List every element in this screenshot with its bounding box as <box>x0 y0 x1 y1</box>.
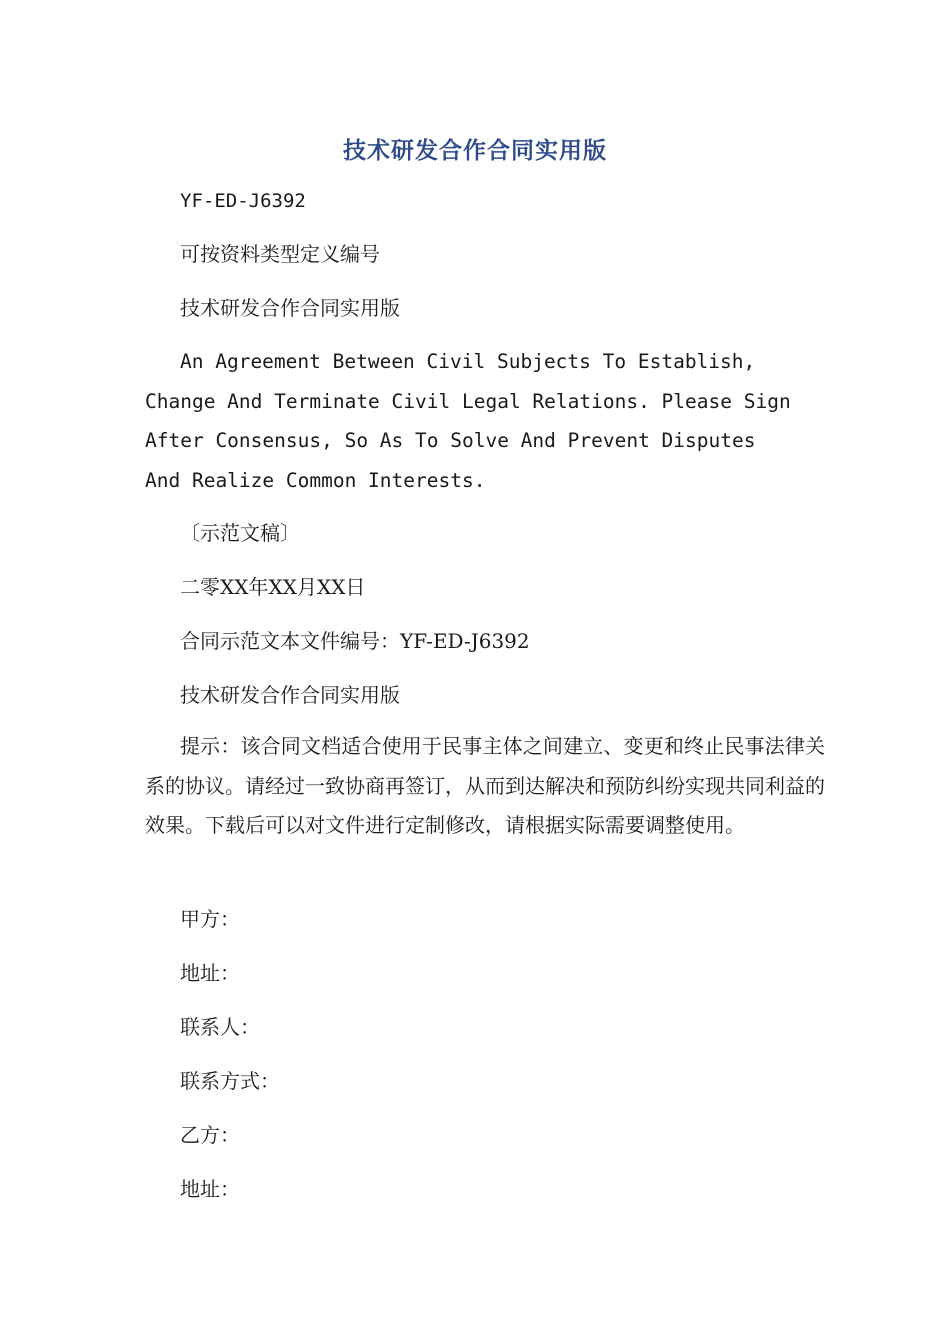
file-number: 合同示范文本文件编号：YF-ED-J6392 <box>180 629 530 653</box>
sample-tag: 〔示范文稿〕 <box>180 521 300 545</box>
party-b-label: 乙方： <box>180 1123 240 1147</box>
document-subtitle: 技术研发合作合同实用版 <box>180 296 400 320</box>
party-a-contact: 联系人： <box>180 1015 260 1039</box>
party-b-address: 地址： <box>180 1177 240 1201</box>
party-a-label: 甲方： <box>180 907 240 931</box>
party-a-address: 地址： <box>180 961 240 985</box>
party-a-contact-method: 联系方式： <box>180 1069 280 1093</box>
document-code: YF-ED-J6392 <box>180 190 306 212</box>
document-title: 技术研发合作合同实用版 <box>343 138 607 164</box>
numbering-note: 可按资料类型定义编号 <box>180 242 380 266</box>
document-date: 二零XX年XX月XX日 <box>180 575 366 599</box>
notice-paragraph: 提示：该合同文档适合使用于民事主体之间建立、变更和终止民事法律关系的协议。请经过一致协商再签订，从而到达解决和预防纠纷实现共同利益的效果。下载后可以对文件进行定制修改，请根据实际需要调整使用。 <box>145 734 825 837</box>
english-intro: An Agreement Between Civil Subjects To Establish, Change And Terminate Civil Legal Relations. Please Sign After Consensus, So As To Solve And Prevent Disputes And Realize Common Interests. <box>145 350 791 492</box>
document-subtitle-repeat: 技术研发合作合同实用版 <box>180 683 400 707</box>
